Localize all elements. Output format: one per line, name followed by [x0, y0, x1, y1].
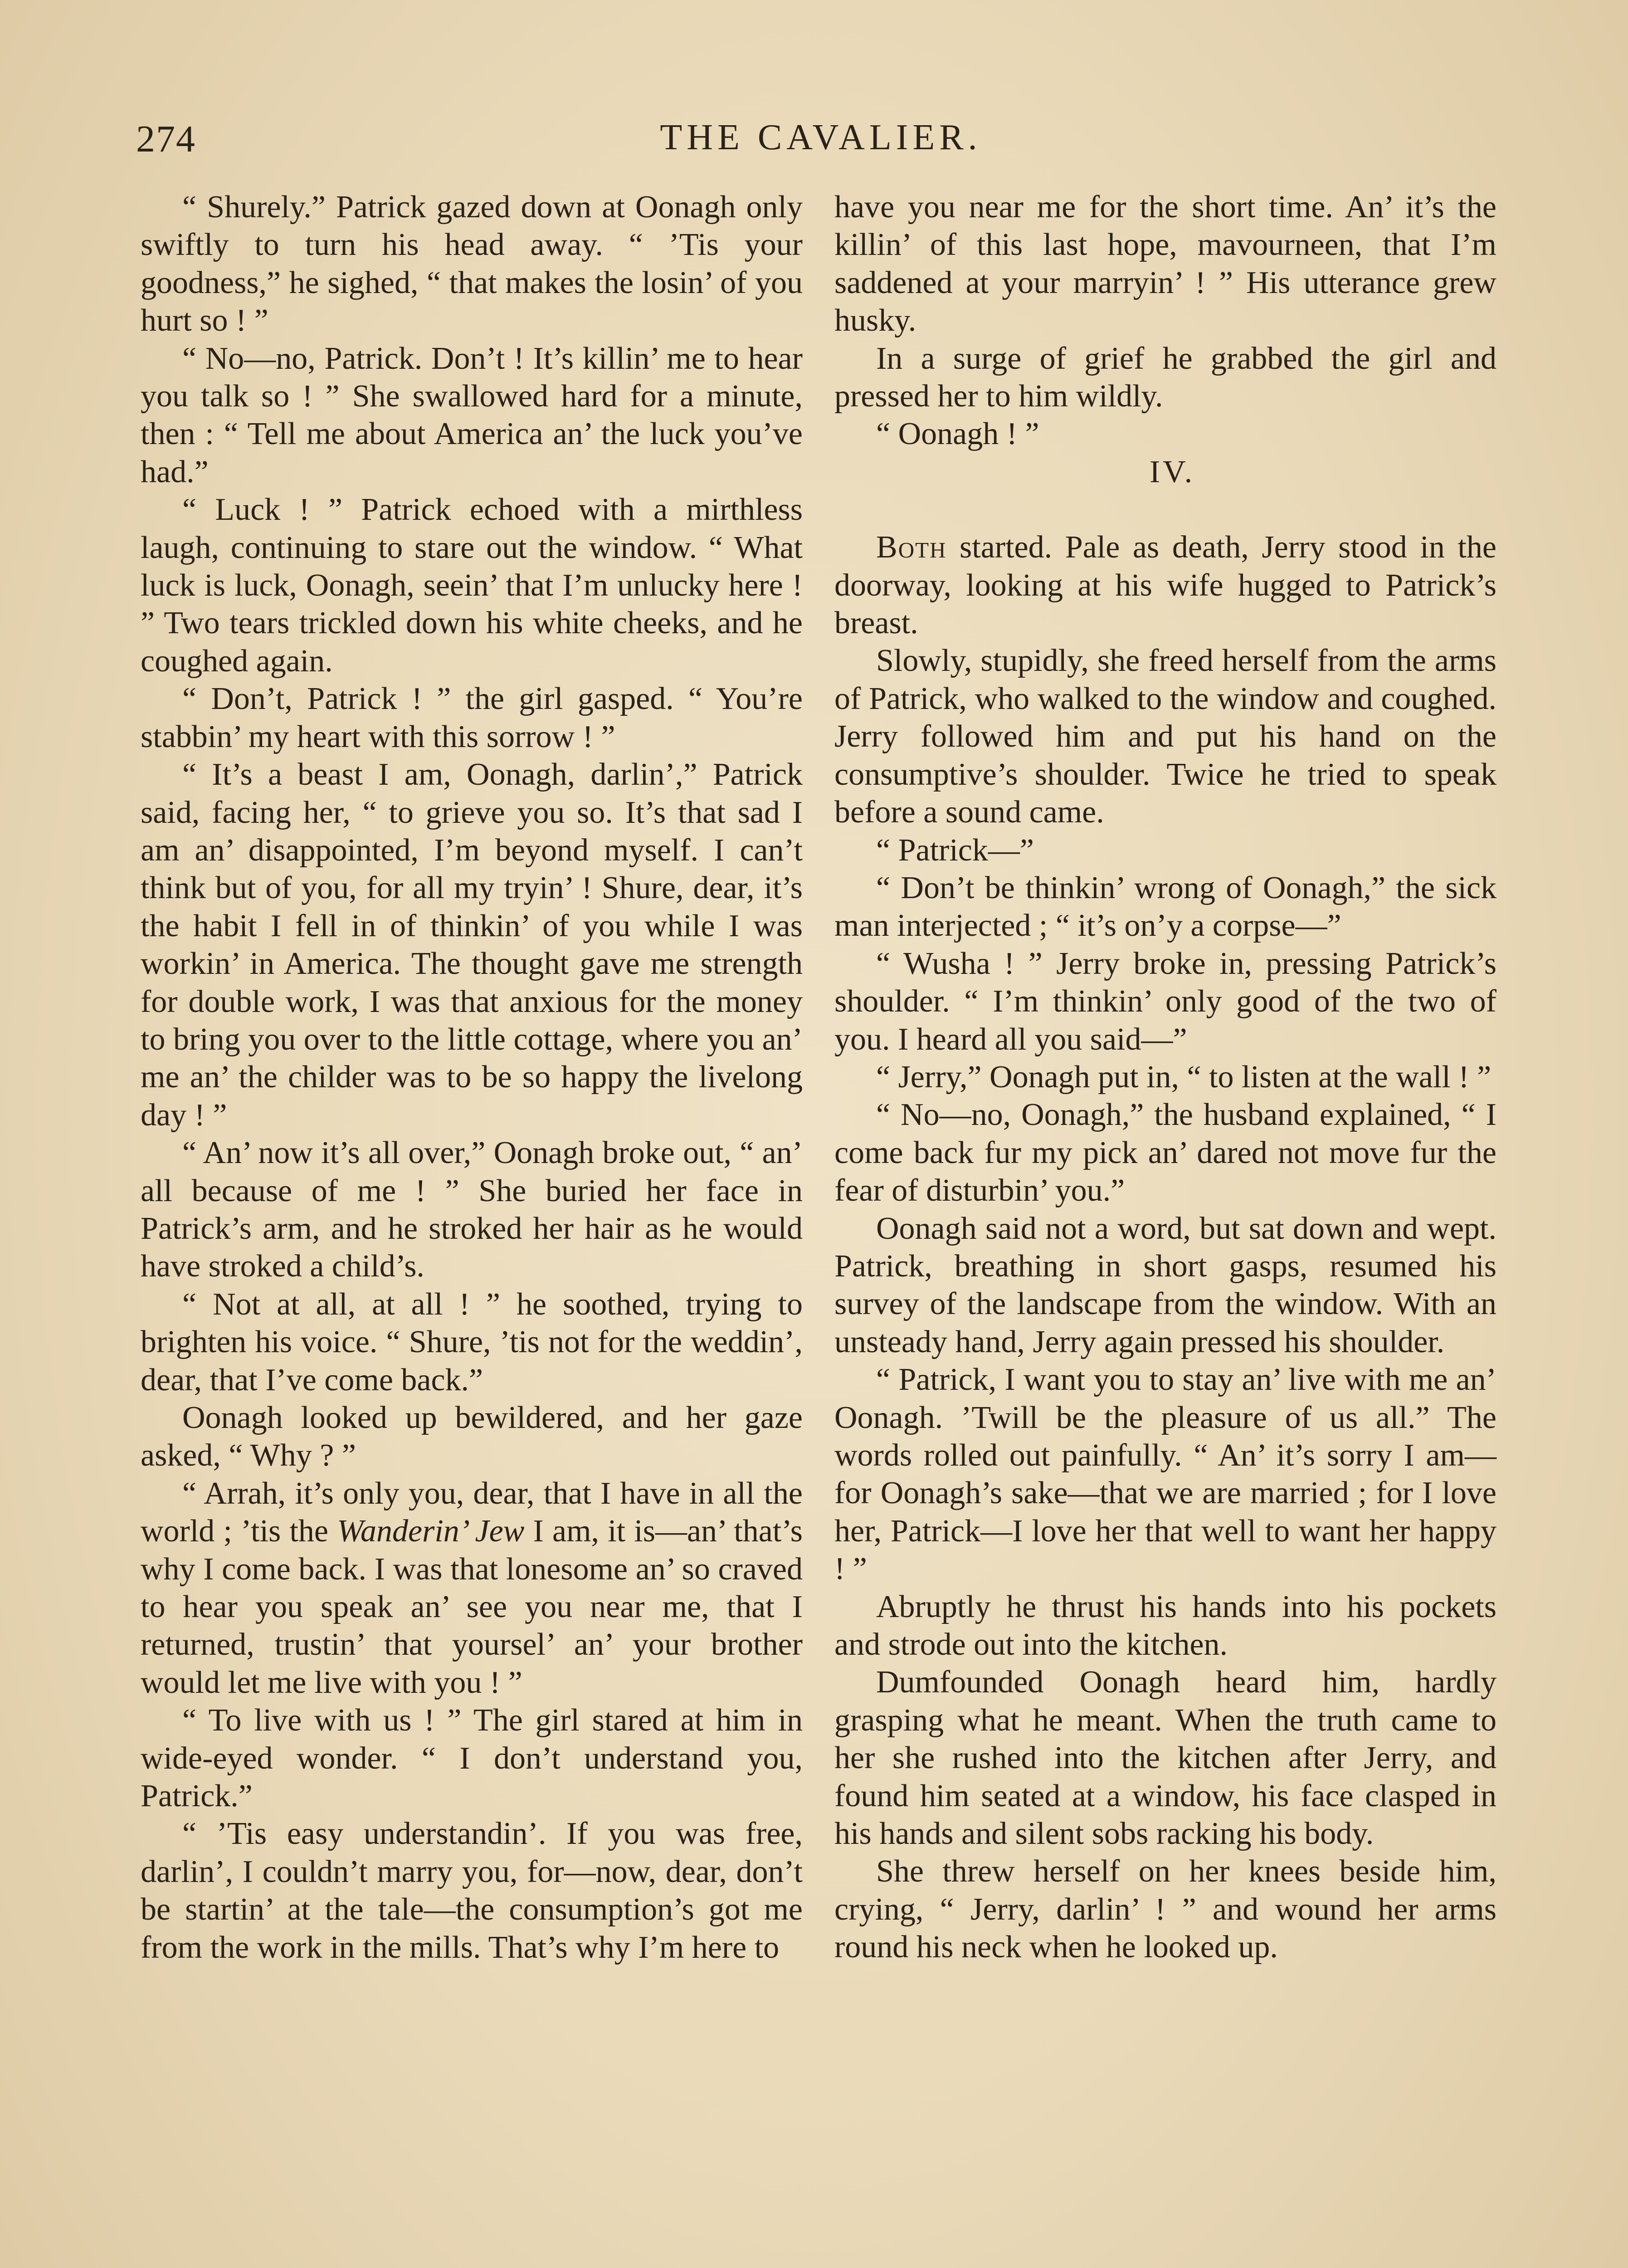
paragraph: “ An’ now it’s all over,” Oonagh broke out, “ an’ all because of me ! ” She buried her face in Patrick’s arm, and he stroked her hair as he would have stroked a child’s.	[141, 1135, 803, 1284]
paragraph: Slowly, stupidly, she freed herself from the arms of Patrick, who walked to the window and coughed. Jerry followed him and put his hand on the consumptive’s shoulder. Twice he tried to speak before a sound came.	[834, 643, 1496, 830]
paragraph: “ Patrick, I want you to stay an’ live with me an’ Oonagh. ’Twill be the pleasure of us all.” The words rolled out painfully. “ An’ it’s sorry I am—for Oonagh’s sake—that we are married ; for I love her, Patrick—I love her that well to want her happy ! ”	[834, 1362, 1496, 1587]
paragraph: have you near me for the short time. An’ it’s the killin’ of this last hope, mavourneen, that I’m saddened at your marryin’ ! ” His utterance grew husky.	[834, 190, 1496, 338]
paragraph: In a surge of grief he grabbed the girl and pressed her to him wildly.	[834, 341, 1496, 414]
paragraph: Dumfounded Oonagh heard him, hardly grasping what he meant. When the truth came to her she rushed into the kitchen after Jerry, and found him seated at a window, his face clasped in his hands and silent sobs racking his body.	[834, 1665, 1496, 1852]
smallcaps-opening: Both	[876, 530, 947, 565]
paragraph	[834, 528, 1496, 642]
paragraph: “ Jerry,” Oonagh put in, “ to listen at the wall ! ”	[876, 1059, 1492, 1095]
left-column	[141, 188, 803, 1966]
paragraph: “ To live with us ! ” The girl stared at him in wide-eyed wonder. “ I don’t understand you, Patrick.”	[141, 1703, 803, 1814]
paragraph: “ Shurely.” Patrick gazed down at Oonagh only swiftly to turn his head away. “ ’Tis your goodness,” he sighed, “ that makes the losin’ of you hurt so ! ”	[141, 190, 803, 338]
paragraph-text: started. Pale as death, Jerry stood in the doorway, looking at his wife hugged to Patrick’s breast.	[834, 530, 1496, 641]
paragraph: “ It’s a beast I am, Oonagh, darlin’,” Patrick said, facing her, “ to grieve you so. It’s that sad I am an’ disappointed, I’m beyond myself. I can’t think but of you, for all my tryin’ ! Shure, dear, it’s the habit I fell in of thinkin’ of you while I was workin’ in America. The thought gave me strength for double work, I was that anxious for the money to bring you over to the little cottage, where you an’ me an’ the childer was to be so happy the livelong day ! ”	[141, 757, 803, 1133]
paragraph: “ Oonagh ! ”	[876, 416, 1039, 452]
paragraph-text: I am, it is—an’ that’s why I come back. I was that lonesome an’ so craved to hear you speak an’ see you near me, that I returned, trustin’ that yoursel’ an’ your brother would let me live with you ! ”	[141, 1514, 803, 1700]
paragraph: “ Don’t be thinkin’ wrong of Oonagh,” the sick man interjected ; “ it’s on’y a corpse—”	[834, 870, 1496, 943]
page-number: 274	[136, 118, 196, 160]
paragraph	[141, 1475, 803, 1701]
paragraph: “ No—no, Oonagh,” the husband explained, “ I come back fur my pick an’ dared not move fur the fear of disturbin’ you.”	[834, 1097, 1496, 1208]
italic-phrase: Wanderin’ Jew	[337, 1514, 525, 1549]
paragraph: “ Wusha ! ” Jerry broke in, pressing Patrick’s shoulder. “ I’m thinkin’ only good of the two of you. I heard all you said—”	[834, 946, 1496, 1057]
paragraph: “ ’Tis easy understandin’. If you was free, darlin’, I couldn’t marry you, for—now, dear, don’t be startin’ at the tale—the consumption’s got me from the work in the mills. That’s why I’m here to	[141, 1816, 803, 1965]
paragraph: Oonagh looked up bewildered, and her gaze asked, “ Why ? ”	[141, 1400, 803, 1473]
paragraph: “ Not at all, at all ! ” he soothed, trying to brighten his voice. “ Shure, ’tis not for the weddin’, dear, that I’ve come back.”	[141, 1286, 803, 1398]
section-spacer	[834, 491, 1496, 528]
running-title: THE CAVALIER.	[660, 117, 982, 157]
right-column	[834, 188, 1496, 1966]
paragraph-text: “ Arrah, it’s only you, dear, that I have in all the world ; ’tis the	[141, 1476, 803, 1549]
paragraph: “ Luck ! ” Patrick echoed with a mirthless laugh, continuing to stare out the window. “ What luck is luck, Oonagh, seein’ that I’m unlucky here ! ” Two tears trickled down his white cheeks, and he coughed again.	[141, 492, 803, 679]
paragraph: “ No—no, Patrick. Don’t ! It’s killin’ me to hear you talk so ! ” She swallowed hard for a minute, then : “ Tell me about America an’ the luck you’ve had.”	[141, 341, 803, 489]
page-header	[136, 109, 1506, 172]
section-heading: IV.	[1149, 454, 1195, 489]
paragraph: She threw herself on her knees beside him, crying, “ Jerry, darlin’ ! ” and wound her arms round his neck when he looked up.	[834, 1854, 1496, 1965]
paragraph: Abruptly he thrust his hands into his pockets and strode out into the kitchen.	[834, 1589, 1496, 1662]
paragraph: “ Patrick—”	[876, 832, 1034, 868]
paragraph: “ Don’t, Patrick ! ” the girl gasped. “ You’re stabbin’ my heart with this sorrow ! ”	[141, 681, 803, 754]
paragraph: Oonagh said not a word, but sat down and wept. Patrick, breathing in short gasps, resumed his survey of the landscape from the window. With an unsteady hand, Jerry again pressed his shoulder.	[834, 1211, 1496, 1359]
